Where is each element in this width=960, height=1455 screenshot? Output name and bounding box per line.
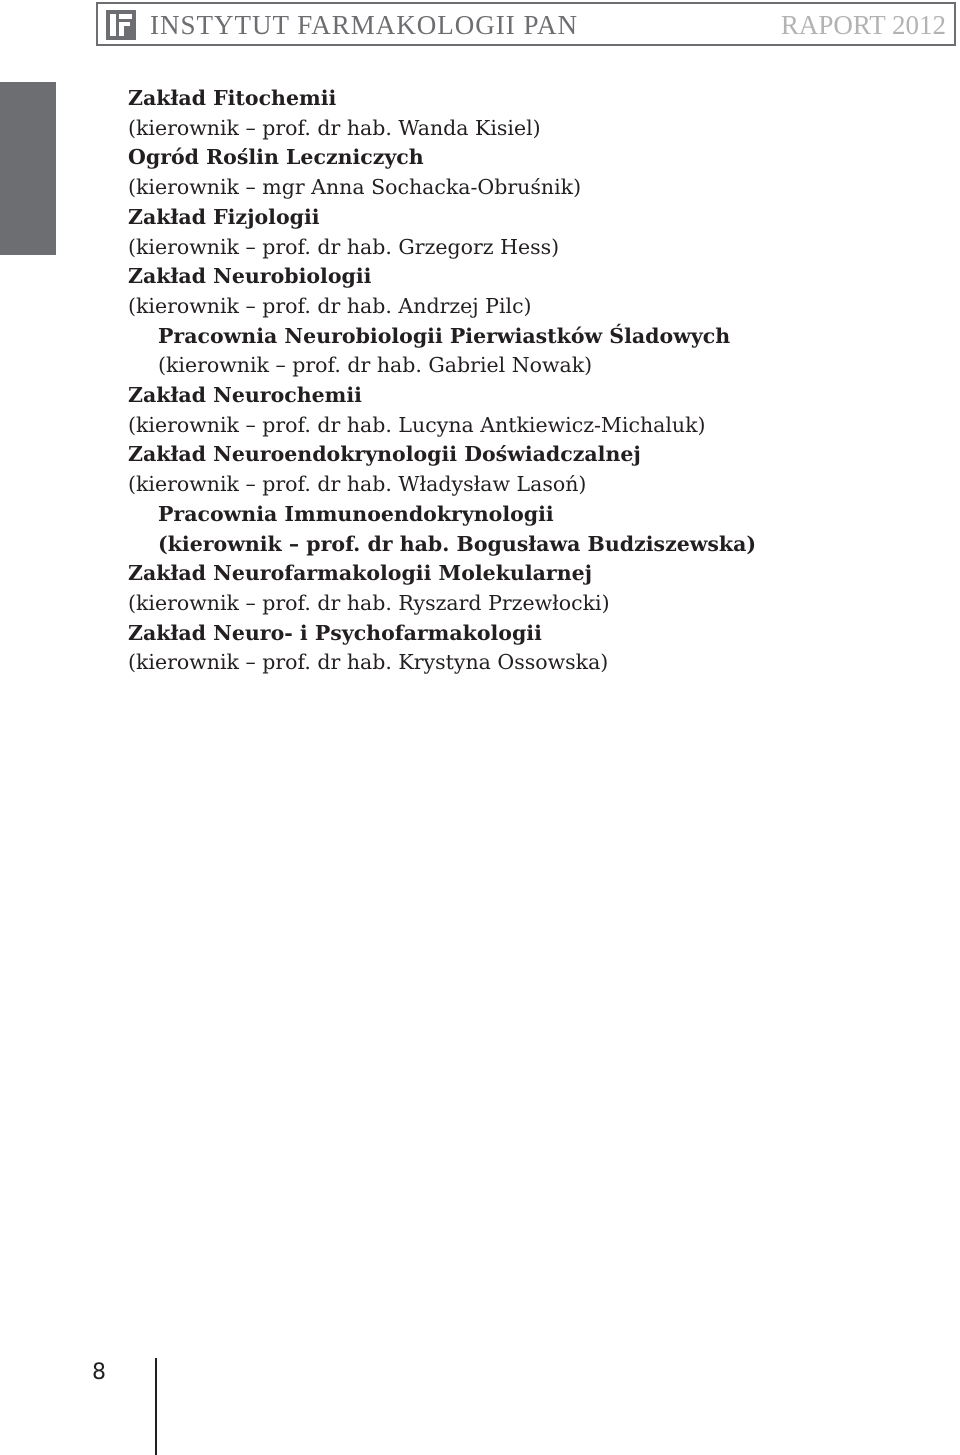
unit-head: (kierownik – prof. dr hab. Władysław Lasoń) (128, 472, 587, 497)
list-item (128, 143, 928, 202)
list-item (128, 440, 928, 499)
unit-name: Ogród Roślin Leczniczych (128, 145, 424, 170)
unit-name: Zakład Neuroendokrynologii Doświadczalnej (128, 442, 641, 467)
unit-name: Zakład Neurochemii (128, 383, 362, 408)
list-item (128, 84, 928, 143)
list-item (128, 322, 928, 381)
unit-name: Zakład Neuro- i Psychofarmakologii (128, 620, 542, 645)
institute-logo-icon (106, 10, 136, 40)
unit-name: Zakład Neurobiologii (128, 264, 372, 289)
unit-name: Pracownia Neurobiologii Pierwiastków Śladowych (158, 323, 731, 348)
list-item (128, 619, 928, 678)
list-item (128, 381, 928, 440)
unit-head: (kierownik – prof. dr hab. Krystyna Ossowska) (128, 650, 609, 675)
unit-head: (kierownik – prof. dr hab. Ryszard Przewłocki) (128, 590, 610, 615)
unit-head: (kierownik – prof. dr hab. Wanda Kisiel) (128, 115, 541, 140)
list-item (128, 262, 928, 321)
unit-list (128, 84, 928, 678)
report-title: RAPORT 2012 (780, 10, 946, 40)
page-number: 8 (92, 1360, 106, 1385)
list-item (128, 203, 928, 262)
page-header (96, 2, 956, 46)
institute-name: INSTYTUT FARMAKOLOGII PAN (150, 10, 579, 40)
list-item (128, 500, 928, 559)
unit-head: (kierownik – prof. dr hab. Andrzej Pilc) (128, 293, 532, 318)
unit-name: Zakład Fizjologii (128, 204, 320, 229)
unit-name: Zakład Fitochemii (128, 86, 337, 110)
page-number-divider (155, 1358, 157, 1455)
section-tab-marker (0, 82, 56, 255)
unit-head: (kierownik – prof. dr hab. Bogusława Budziszewska) (158, 531, 757, 556)
unit-name: Pracownia Immunoendokrynologii (158, 501, 554, 526)
unit-head: (kierownik – prof. dr hab. Gabriel Nowak) (158, 353, 593, 378)
unit-name: Zakład Neurofarmakologii Molekularnej (128, 561, 593, 586)
unit-head: (kierownik – mgr Anna Sochacka-Obruśnik) (128, 175, 582, 200)
unit-head: (kierownik – prof. dr hab. Lucyna Antkiewicz-Michaluk) (128, 412, 706, 437)
unit-head: (kierownik – prof. dr hab. Grzegorz Hess) (128, 234, 560, 259)
list-item (128, 559, 928, 618)
